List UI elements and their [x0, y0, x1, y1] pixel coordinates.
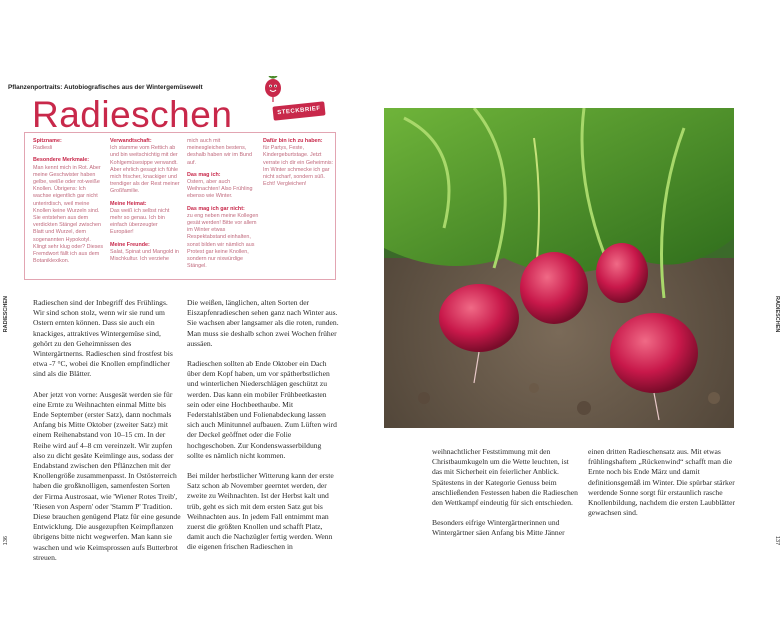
body-paragraph: Die weißen, länglichen, alten Sorten der Eiszapfenradieschen sehen ganz nach Winter aus. Sie wachsen aber langsamer als die roten, runden. Man muss sie deshalb schon zwei Wochen früher aussäen. [187, 298, 339, 348]
page-number-left: 136 [3, 536, 9, 546]
radish-photo [384, 108, 734, 428]
body-column-2 [187, 298, 339, 563]
profile-column-1 [33, 138, 105, 270]
profile-heading: Verwandtschaft: [110, 138, 152, 144]
profile-heading: Besondere Merkmale: [33, 157, 90, 164]
profile-column-4 [263, 138, 335, 193]
body-paragraph: weihnachtlicher Feststimmung mit den Christbaumkugeln um die Wette leuchten, ist das mit Sicherheit ein feierlicher Anblick. Spätestens in der Kategorie Genuss beim anschließenden Festessen haben die Radieschen den Wettkampf eindeutig für sich entschieden. [432, 447, 578, 508]
steckbrief-badge: STECKBRIEF [272, 101, 325, 120]
side-label-right: RADIESCHEN [774, 296, 780, 333]
body-paragraph: Besonders eifrige Wintergärtnerinnen und Wintergärtner säen Anfang bis Mitte Jänner [432, 518, 565, 538]
body-paragraph: einen dritten Radieschensatz aus. Mit etwas frühlingshaftem „Rückenwind“ schafft man die Ernte noch bis Ende März und damit definitionsgemäß im Winter. Die spürbar stärker werdende Sonne sorgt für erstaunlich rasche Knollenbildung, nachdem die ersten Laubblätter gewachsen sind. [588, 447, 735, 518]
profile-text: Salat, Spinat und Mangold in Mischkultur. Ich verziehe [110, 248, 179, 263]
page-title: Radieschen [32, 94, 233, 135]
profile-text: zu eng neben meine Kollegen gesät werden! Bitte vor allem im Winter etwas Respektabstand einhalten, sonst bilden wir nämlich aus Protest gar keine Knollen, sondern nur nixwürdige Stängel. [187, 212, 259, 270]
profile-text: Man kennt mich in Rot. Aber meine Geschwister haben gelbe, weiße oder rot-weiße Knollen. Übrigens: Ich wachse eigentlich gar nicht unterirdisch, weil meine Knollen keine Wurzeln sind. Sie entstehen aus dem verdickten Stängel zwischen Blatt und Wurzel, dem sogenannten Hypokotyl. Klingt sehr klug oder? Dieses Fremdwort fällt ich aus dem Botaniklexikon. [33, 164, 104, 265]
profile-text: Radiesli [33, 145, 53, 152]
profile-heading: Spitzname: [33, 138, 62, 144]
profile-column-3 [187, 138, 259, 275]
body-column-4 [588, 447, 738, 528]
profile-heading: Meine Heimat: [110, 200, 147, 207]
profile-text: Ostern, aber auch Weihnachten! Also Frühling ebenso wie Winter. [187, 179, 253, 200]
profile-heading: Meine Freunde: [110, 241, 150, 248]
radish-mascot-icon [263, 76, 283, 102]
profile-heading: Das mag ich: [187, 171, 221, 178]
body-paragraph: Bei milder herbstlicher Witterung kann der erste Satz schon ab November geerntet werden, der zweite zu Weihnachten. Ist der Herbst kalt und trüb, geht es sich mit dem ersten Satz gut bis Weihnachten aus. In jedem Fall entnimmt man zuerst die größten Knollen und schafft Platz, damit auch die Nachzügler fertig werden. Wenn die eigenen frischen Radieschen in [187, 471, 334, 552]
body-column-3 [432, 447, 580, 549]
profile-text: für Partys, Feste, Kindergeburtstage. Jetzt verrate ich dir ein Geheimnis: Im Winter schmecke ich gar nicht scharf, sondern süß. Echt! Vergleichen! [263, 145, 334, 188]
body-paragraph: Radieschen sollten ab Ende Oktober ein Dach über dem Kopf haben, um vor spätherbstlichen und winterlichen Niederschlägen geschützt zu werden. Das kann ein mobiler Frühbeetkasten sein oder eine Hochbeethaube. Mit Federstahlstäben und Folienabdeckung lassen sich auch Minitunnel aufbauen. Zum Lüften wird der Deckel geöffnet oder die Folie hochgeschoben. Zur Kondenswasserbildung sollte es nämlich nicht kommen. [187, 359, 337, 460]
profile-heading: Das mag ich gar nicht: [187, 205, 245, 212]
page-number-right: 137 [774, 536, 780, 546]
profile-column-2 [110, 138, 182, 268]
side-label-left: RADIESCHEN [3, 296, 9, 333]
body-column-1 [33, 298, 181, 573]
profile-text: mich auch mit meinesgleichen bestens, deshalb haben wir im Bund auf. [187, 138, 253, 166]
profile-heading: Dafür bin ich zu haben: [263, 138, 323, 144]
body-paragraph: Aber jetzt von vorne: Ausgesät werden sie für eine Ernte zu Weihnachten einmal Mitte bis Ende September (erster Satz), dann nochmals Anfang bis Mitte Oktober (zweiter Satz) mit einem Reihenabstand von 10–15 cm. In der Reihe wird auf 4–8 cm vereinzelt. Wir zupfen also zu dicht gesäte Keimlinge aus, sodass der Endabstand zwischen den Pflänzchen mit der Knollengröße zusammenpasst. In Ostösterreich haben die großknolligen, samenfesten Sorten der Firma Austrosaat, wie 'Wiener Rotes Treib', 'Riesen von Aspern' oder 'Stamm P' Tradition. Diese brauchen genügend Platz für eine gesunde Entwicklung. Die ausgezupften Keimpflanzen übrigens bitte nicht wegwerfen. Man kann sie waschen und wie Keimsprossen aufs Butterbrot streuen. [33, 389, 181, 562]
profile-text: Ich stamme vom Rettich ab und bin weitschichtig mit der Kohlgemüsesippe verwandt. Aber ehrlich gesagt ich fühle mich frischer, knackiger und trendiger als der Rest meiner Großfamilie. [110, 145, 180, 195]
running-header: Pflanzenportraits: Autobiografisches aus der Wintergemüsewelt [8, 84, 203, 91]
body-paragraph: Radieschen sind der Inbegriff des Frühlings. Wir sind schon stolz, wenn wir sie rund um Ostern ernten können. Dass sie auch ein knackiges, attraktives Wintergemüse sind, gehört zu den Geheimnissen des Wintergärtnerns. Radieschen sind frostfest bis etwa -7 °C, wobei die Knollen empfindlicher sind als die Blätter. [33, 298, 173, 379]
profile-text: Das weiß ich selbst nicht mehr so genau. Ich bin einfach überzeugter Europäer! [110, 207, 170, 236]
